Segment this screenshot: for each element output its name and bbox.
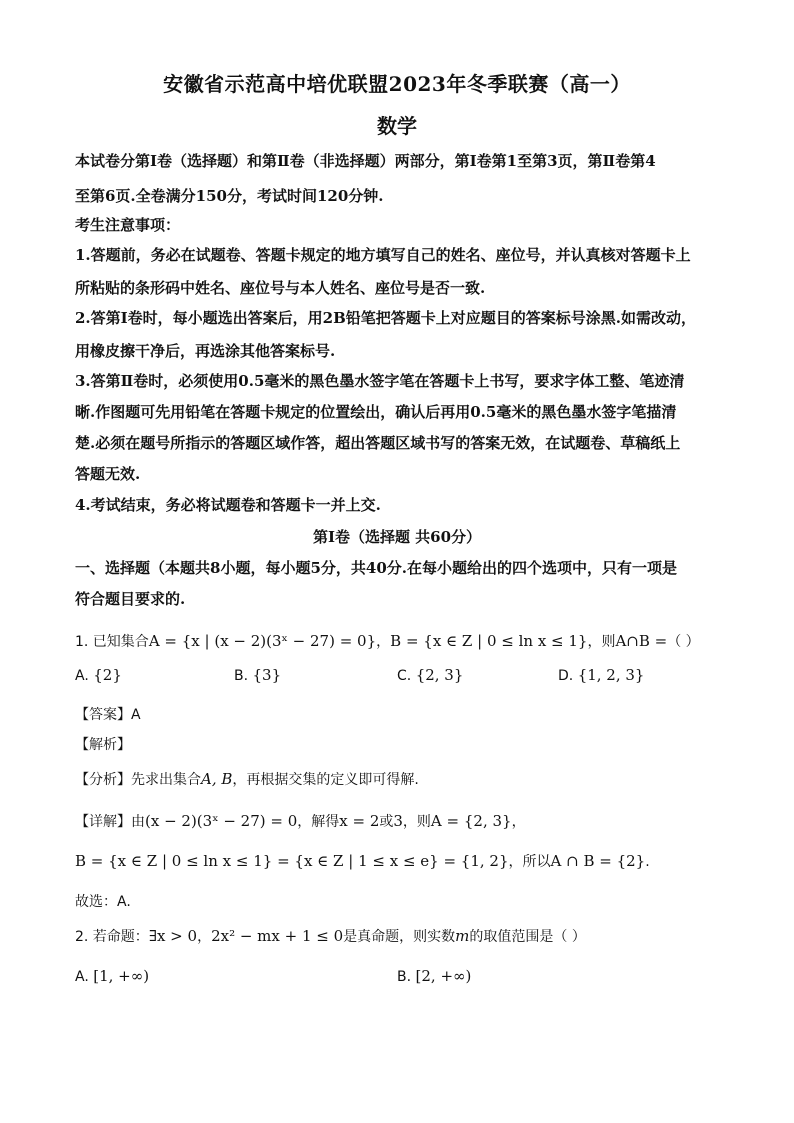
notice-title: 考生注意事项：: [75, 216, 181, 234]
ask-post: （ ）: [667, 634, 700, 650]
section-heading: 第Ⅰ卷（选择题 共60分）: [312, 528, 482, 546]
q2-option-a: A. [1, +∞): [75, 967, 150, 985]
question-2-stem: 2. 若命题：∃x > 0，2x² − mx + 1 ≤ 0是真命题，则实数m的取值范围是（ ）: [75, 927, 586, 945]
detail-tag: 【详解】: [75, 814, 131, 830]
intro-line-1: 本试卷分第Ⅰ卷（选择题）和第Ⅱ卷（非选择题）两部分，第Ⅰ卷第1至第3页，第Ⅱ卷第4: [75, 152, 656, 170]
notice-item-3-line-1: 3.答第Ⅱ卷时，必须使用0.5毫米的黑色墨水签字笔在答题卡上书写，要求字体工整、笔迹清: [75, 372, 685, 390]
q1-option-b: B. {3}: [234, 666, 282, 684]
q1-detail-line-2: B = {x ∈ Z | 0 ≤ ln x ≤ 1} = {x ∈ Z | 1 ≤ x ≤ e} = {1, 2}，所以A ∩ B = {2}.: [75, 852, 650, 870]
notice-item-1-line-1: 1.答题前，务必在试题卷、答题卡规定的地方填写自己的姓名、座位号，并认真核对答题卡上: [75, 246, 691, 264]
notice-item-3-line-2: 晰.作图题可先用铅笔在答题卡规定的位置绘出，确认后再用0.5毫米的黑色墨水签字笔描清: [75, 403, 677, 421]
notice-item-1-line-2: 所粘贴的条形码中姓名、座位号与本人姓名、座位号是否一致.: [75, 279, 486, 297]
notice-item-4: 4.考试结束，务必将试题卷和答题卡一并上交.: [75, 496, 381, 514]
separator: ，: [376, 634, 391, 650]
q1-answer: [75, 704, 141, 724]
q1-option-a: A. {2}: [75, 666, 122, 684]
q1-option-d: D. {1, 2, 3}: [558, 666, 645, 684]
fenxi-tag: 【分析】: [75, 772, 131, 788]
q1-fenxi: 【分析】先求出集合A, B，再根据交集的定义即可得解.: [75, 770, 419, 788]
set-a-definition: A = {x | (x − 2)(3ˣ − 27) = 0}: [148, 632, 377, 650]
q1-option-c: C. {2, 3}: [397, 666, 464, 684]
exam-title: 安徽省示范高中培优联盟2023年冬季联赛（高一）: [163, 72, 631, 96]
ask-math: A∩B =: [615, 632, 668, 650]
notice-item-2-line-1: 2.答第Ⅰ卷时，每小题选出答案后，用2B铅笔把答题卡上对应题目的答案标号涂黑.如需改动，: [75, 309, 697, 327]
set-b-definition: B = {x ∈ Z | 0 ≤ ln x ≤ 1}: [390, 632, 588, 650]
question-1-stem: [75, 631, 700, 651]
notice-item-2-line-2: 用橡皮擦干净后，再选涂其他答案标号.: [75, 342, 336, 360]
notice-item-3-line-3: 楚.必须在题号所指示的答题区域作答，超出答题区域书写的答案无效，在试题卷、草稿纸上: [75, 434, 681, 452]
answer-tag: 【答案】: [75, 707, 131, 723]
part-instruction-line-1: 一、选择题（本题共8小题，每小题5分，共40分.在每小题给出的四个选项中，只有一项是: [75, 559, 677, 577]
part-instruction-line-2: 符合题目要求的.: [75, 590, 186, 608]
answer-value: A: [131, 707, 141, 723]
exam-subject: 数学: [377, 114, 417, 138]
notice-item-3-line-4: 答题无效.: [75, 465, 141, 483]
q1-analysis-tag: 【解析】: [75, 737, 131, 753]
q1-choose: 故选：A.: [75, 894, 131, 910]
q1-detail-line-1: 【详解】由(x − 2)(3ˣ − 27) = 0，解得x = 2或3，则A = {2, 3}，: [75, 812, 526, 830]
intro-line-2: 至第6页.全卷满分150分，考试时间120分钟.: [75, 187, 384, 205]
q2-option-b: B. [2, +∞): [397, 967, 472, 985]
ask-pre: ，则: [587, 634, 616, 650]
question-1-prefix: 1. 已知集合: [75, 634, 149, 650]
